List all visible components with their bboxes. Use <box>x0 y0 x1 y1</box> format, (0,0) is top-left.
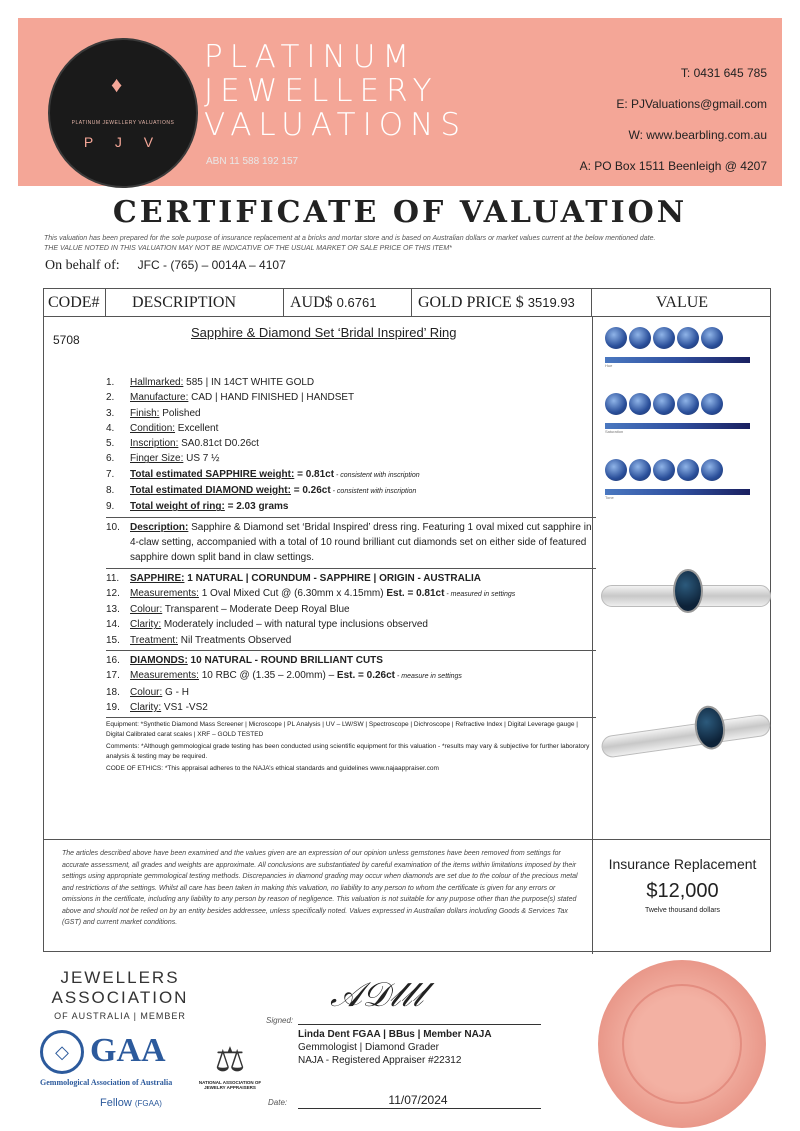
diamond-icon: ♦ <box>111 72 123 97</box>
list-item <box>106 451 596 466</box>
list-text: CAD | HAND FINISHED | HANDSET <box>188 392 355 404</box>
fellow-abbr: (FGAA) <box>134 1099 162 1108</box>
disclaimer-line-2: THE VALUE NOTED IN THIS VALUATION MAY NOT BE INDICATIVE OF THE USUAL MARKET OR SALE PRICE OF THIS ITEM* <box>44 245 452 252</box>
fellow-text: Fellow <box>100 1097 132 1109</box>
list-number: 17. <box>106 670 120 682</box>
list-number: 18. <box>106 686 120 698</box>
logo-small-text: PLATINUM JEWELLERY VALUATIONS <box>71 120 175 126</box>
brand-line-2: JEWELLERY <box>204 73 439 109</box>
gem-swatch <box>629 327 651 349</box>
gold-value: 3519.93 <box>527 295 575 310</box>
list-label: Condition: <box>130 422 176 434</box>
tone-label: Tone <box>605 495 614 500</box>
list-number: 5. <box>106 438 115 450</box>
list-label: Clarity: <box>130 619 162 631</box>
disclaimer-line-1: This valuation has been prepared for the sole purpose of insurance replacement at a bricks and mortar store and is based on Australian dollars or market values current at the below mentioned date. <box>44 235 656 242</box>
hue-scale <box>605 327 750 373</box>
gem-swatch <box>629 459 651 481</box>
signature-line <box>298 1024 541 1025</box>
list-number: 16. <box>106 655 120 667</box>
saturation-scale <box>605 393 750 439</box>
list-label: Finish: <box>130 407 160 419</box>
list-item <box>106 421 596 436</box>
brand-line-1: PLATINUM <box>204 39 417 75</box>
comments-note: Comments: *Although gemmological grade testing has been conducted using scientific equipment for this valuation - *results may vary & subjective for further laboratory analysis & testing may be required. <box>106 743 590 761</box>
website[interactable]: W: www.bearbling.com.au <box>628 128 767 142</box>
list-text: Excellent <box>175 422 219 434</box>
list-text: 1 Oval Mixed Cut @ (6.30mm x 4.15mm) <box>198 587 384 599</box>
list-label: Total weight of ring: <box>130 501 225 513</box>
list-label: Description: <box>130 521 189 533</box>
date-label: Date: <box>268 1098 288 1107</box>
diamond-icon: ◇ <box>40 1030 84 1074</box>
abn: ABN 11 588 192 157 <box>206 156 299 167</box>
letterhead <box>18 18 782 186</box>
list-text: 1 NATURAL | CORUNDUM - SAPPHIRE | ORIGIN - AUSTRALIA <box>184 572 481 584</box>
signatory-name: Linda Dent FGAA | BBus | Member NAJA <box>298 1029 492 1040</box>
behalf-label: On behalf of: <box>45 258 120 273</box>
list-number: 1. <box>106 377 115 388</box>
list-item <box>106 406 596 421</box>
list-item <box>106 602 596 617</box>
list-label: Manufacture: <box>130 392 189 404</box>
table-header <box>44 289 770 317</box>
list-label: Total estimated SAPPHIRE weight: <box>130 468 295 480</box>
list-bold: Est. = 0.26ct <box>334 670 396 682</box>
list-note: - measure in settings <box>395 673 462 681</box>
signatory-role: Gemmologist | Diamond Grader <box>298 1042 439 1053</box>
item-title: Sapphire & Diamond Set ‘Bridal Inspired’ Ring <box>191 325 457 340</box>
list-label: Colour: <box>130 686 163 698</box>
ring-photo-side <box>596 686 775 789</box>
insurance-amount: $12,000 <box>646 880 719 902</box>
list-text: = 0.26ct <box>290 485 331 497</box>
list-item <box>106 586 596 602</box>
list-text: Sapphire & Diamond set ‘Bridal Inspired’ dress ring. Featuring 1 oval mixed cut sapphire in 4-claw setting, accompanied with a total of 10 round brilliant cut diamonds set on either side of featured sapphire down split band in claw settings. <box>130 521 592 564</box>
list-number: 15. <box>106 634 120 646</box>
gem-swatch <box>653 459 675 481</box>
brand-name <box>204 40 467 142</box>
list-text: 10 RBC @ (1.35 – 2.00mm) – <box>198 670 335 682</box>
list-item <box>106 617 596 632</box>
list-label: Measurements: <box>130 587 199 599</box>
ring-photo-front <box>601 557 771 637</box>
gem-swatch <box>653 327 675 349</box>
list-number: 13. <box>106 604 120 616</box>
list-label: Treatment: <box>130 634 178 646</box>
list-number: 8. <box>106 485 115 497</box>
gem-swatch <box>653 393 675 415</box>
list-note: - consistent with inscription <box>334 471 420 479</box>
gem-swatch <box>677 459 699 481</box>
list-label: Measurements: <box>130 670 199 682</box>
gaa-text: GAA <box>90 1032 166 1069</box>
list-number: 11. <box>106 572 120 584</box>
tone-scale <box>605 459 750 505</box>
item-details <box>106 375 596 774</box>
header-code: CODE# <box>44 289 106 316</box>
list-text: = 0.81ct <box>294 468 335 480</box>
insurance-label: Insurance Replacement <box>608 856 757 872</box>
gaa-subtitle: Gemmological Association of Australia <box>40 1078 173 1087</box>
terms-row <box>44 839 770 953</box>
value-column <box>592 317 772 839</box>
date-line <box>298 1108 541 1109</box>
list-label: Colour: <box>130 604 163 616</box>
list-item <box>106 436 596 451</box>
disclaimer <box>44 234 774 254</box>
aud-value: 0.6761 <box>336 295 377 310</box>
list-number: 9. <box>106 501 115 513</box>
brand-line-3: VALUATIONS <box>204 107 467 143</box>
list-item <box>106 571 596 586</box>
behalf-value: JFC - (765) – 0014A – 4107 <box>137 258 286 272</box>
list-text: Nil Treatments Observed <box>177 634 292 646</box>
list-number: 3. <box>106 407 115 419</box>
hue-label: Hue <box>605 363 613 368</box>
gem-swatch <box>701 393 723 415</box>
list-item <box>106 633 596 648</box>
gem-swatch <box>701 327 723 349</box>
list-note: - consistent with inscription <box>330 488 417 496</box>
list-item <box>106 653 596 668</box>
signature-image: 𝒜𝒟𝓁𝓁𝓁 <box>330 975 424 1015</box>
gem-swatch <box>605 327 627 349</box>
ja-line-2: ASSOCIATION <box>51 988 189 1007</box>
equipment-note: Equipment: *Synthetic Diamond Mass Screener | Microscope | PL Analysis | UV – LW/SW | Spectroscope | Dichroscope | Refractive Index | Digital Leverage gauge | Digital Calibrated carat scales | XRF – GOLD TESTED <box>106 721 578 739</box>
list-bold: Est. = 0.81ct <box>383 587 445 599</box>
list-item <box>106 483 596 499</box>
gem-swatch <box>605 393 627 415</box>
gem-swatch <box>701 459 723 481</box>
gem-swatch <box>629 393 651 415</box>
list-item <box>106 467 596 483</box>
saturation-label: Saturation <box>605 429 624 434</box>
jewellers-association-logo <box>45 968 195 1021</box>
header-value: VALUE <box>655 294 709 311</box>
list-item <box>106 499 596 514</box>
list-number: 7. <box>106 468 115 480</box>
list-number: 14. <box>106 619 120 631</box>
list-label: DIAMONDS: <box>130 655 188 667</box>
logo-letters: P J V <box>83 134 163 150</box>
ja-line-1: JEWELLERS <box>60 968 180 987</box>
list-text: Moderately included – with natural type inclusions observed <box>161 619 428 631</box>
list-number: 12. <box>106 587 120 599</box>
list-text: 585 | IN 14CT WHITE GOLD <box>183 377 315 388</box>
insurance-words: Twelve thousand dollars <box>644 907 721 914</box>
list-item <box>106 375 596 390</box>
gold-label: GOLD PRICE $ <box>418 294 524 311</box>
list-item <box>106 685 596 700</box>
list-label: Clarity: <box>130 701 162 713</box>
list-label: Total estimated DIAMOND weight: <box>130 485 291 497</box>
page-title: CERTIFICATE OF VALUATION <box>112 195 688 230</box>
list-number: 2. <box>106 392 115 404</box>
pjv-logo <box>48 38 198 188</box>
list-number: 6. <box>106 453 115 465</box>
signed-label: Signed: <box>266 1016 294 1025</box>
ethics-note[interactable]: CODE OF ETHICS: *This appraisal adheres to the NAJA’s ethical standards and guidelines www.najaappraiser.com <box>106 765 439 773</box>
insurance-value <box>592 840 772 954</box>
scales-icon: ⚖ <box>214 1041 246 1079</box>
address: A: PO Box 1511 Beenleigh @ 4207 <box>579 159 767 173</box>
header-description: DESCRIPTION <box>106 289 284 316</box>
list-note: - measured in settings <box>444 590 516 598</box>
valuation-date: 11/07/2024 <box>388 1093 448 1107</box>
ja-line-3: OF AUSTRALIA | MEMBER <box>54 1011 186 1021</box>
list-text: SA0.81ct D0.26ct <box>178 438 259 450</box>
list-label: Finger Size: <box>130 453 184 465</box>
list-number: 4. <box>106 422 115 434</box>
list-text: Polished <box>159 407 201 419</box>
gem-swatch <box>677 393 699 415</box>
header-aud <box>284 289 412 316</box>
item-code: 5708 <box>53 333 80 347</box>
list-label: Inscription: <box>130 438 179 450</box>
phone: T: 0431 645 785 <box>680 66 767 80</box>
signatory-registration: NAJA - Registered Appraiser #22312 <box>298 1055 462 1066</box>
list-text: Transparent – Moderate Deep Royal Blue <box>162 604 350 616</box>
list-label: Hallmarked: <box>130 377 184 388</box>
contact-block <box>580 58 767 182</box>
gem-swatch <box>677 327 699 349</box>
list-item <box>106 668 596 684</box>
list-label: SAPPHIRE: <box>130 572 185 584</box>
list-item <box>106 700 596 715</box>
on-behalf-of <box>45 258 286 274</box>
list-text: VS1 -VS2 <box>161 701 208 713</box>
list-text: US 7 ½ <box>183 453 220 465</box>
valuation-table <box>43 288 771 952</box>
fellow-label <box>100 1097 162 1109</box>
seal-stamp <box>598 960 766 1128</box>
list-number: 10. <box>106 521 120 533</box>
naja-text: NATIONAL ASSOCIATION OF JEWELRY APPRAISERS <box>198 1080 262 1090</box>
list-text: = 2.03 grams <box>224 501 289 513</box>
list-text: 10 NATURAL - ROUND BRILLIANT CUTS <box>187 655 383 667</box>
terms-text: The articles described above have been examined and the values given are an expression of our opinion unless gemstones have been removed from settings for accurate assessment, all grades and weights are approximate. All conclusions are substantiated by careful examination of the items within limitations imposed by their settings using appropriate gemmological testing methods. Discrepancies in diamond grading may occur when diamonds are set due to the colour of the precious metal and restrictions of the settings. Whilst all care has been taken in making this valuation, no liability to any person to whom the certificate is given for any errors or omissions in the certificate, including any liability to any person by reason of negligence. This valuation is not suitable for any purpose other than the purpose(s) stated above and should not be relied on by an entity besides addressee, unless specifically noted. Values expressed in Australian dollars including Goods & Services Tax (GST) and current market conditions. <box>62 850 578 926</box>
list-item <box>106 390 596 405</box>
list-number: 19. <box>106 701 120 713</box>
aud-label: AUD$ <box>290 294 333 311</box>
list-item-description <box>106 520 596 566</box>
email[interactable]: E: PJValuations@gmail.com <box>616 97 767 111</box>
list-text: G - H <box>162 686 189 698</box>
naja-logo <box>190 1040 270 1090</box>
gem-swatch <box>605 459 627 481</box>
header-gold-price <box>412 289 592 316</box>
